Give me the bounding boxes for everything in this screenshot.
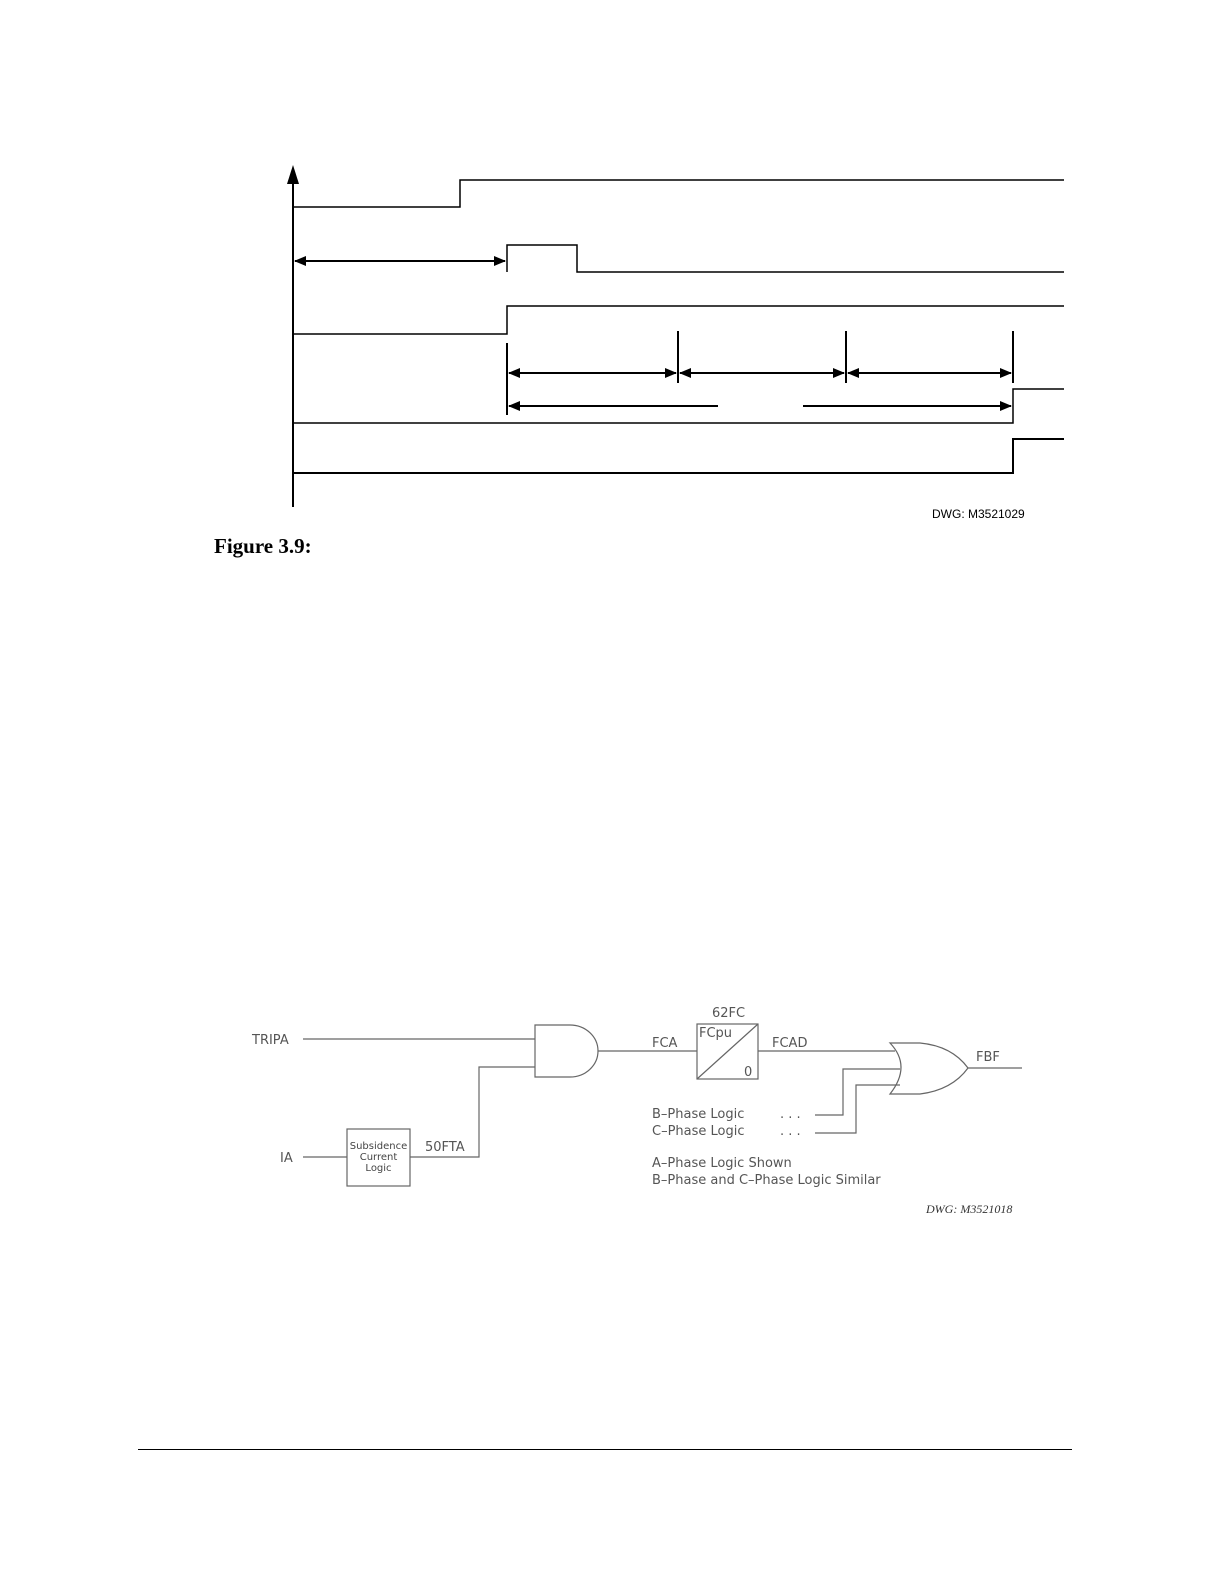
time-axis — [287, 165, 299, 507]
subsidence-label-2: Current — [359, 1152, 398, 1163]
figure-caption: Figure 3.9: — [214, 534, 312, 558]
subsidence-label-3: Logic — [365, 1163, 392, 1174]
waveform-pulse — [507, 245, 1064, 272]
signal-fbf-label: FBF — [976, 1050, 1000, 1065]
waveform-fbf — [293, 439, 1064, 473]
drawing-number-bottom: DWG: M3521018 — [926, 1202, 1013, 1216]
subsidence-label-1: Subsidence — [349, 1141, 408, 1152]
note-line-1: A–Phase Logic Shown — [652, 1156, 792, 1171]
waveform-trip — [293, 180, 1064, 207]
signal-50fta-label: 50FTA — [425, 1140, 465, 1155]
drawing-number-top: DWG: M3521029 — [932, 507, 1025, 521]
timer-name-label: 62FC — [712, 1006, 746, 1021]
c-phase-dots: . . . — [780, 1124, 801, 1139]
b-phase-logic-label: B–Phase Logic — [652, 1107, 745, 1122]
interval-arrows — [509, 373, 1011, 406]
input-ia-label: IA — [280, 1151, 293, 1166]
input-tripa-label: TRIPA — [252, 1033, 289, 1048]
timer-dropout-label: 0 — [744, 1065, 753, 1080]
waveform-fca — [293, 306, 1064, 334]
c-phase-logic-label: C–Phase Logic — [652, 1124, 745, 1139]
signal-fca-label: FCA — [652, 1036, 678, 1051]
note-line-2: B–Phase and C–Phase Logic Similar — [652, 1173, 881, 1188]
timer-pickup-label: FCpu — [699, 1026, 733, 1041]
footer-rule — [138, 1449, 1072, 1450]
signal-fcad-label: FCAD — [772, 1036, 808, 1051]
b-phase-dots: . . . — [780, 1107, 801, 1122]
